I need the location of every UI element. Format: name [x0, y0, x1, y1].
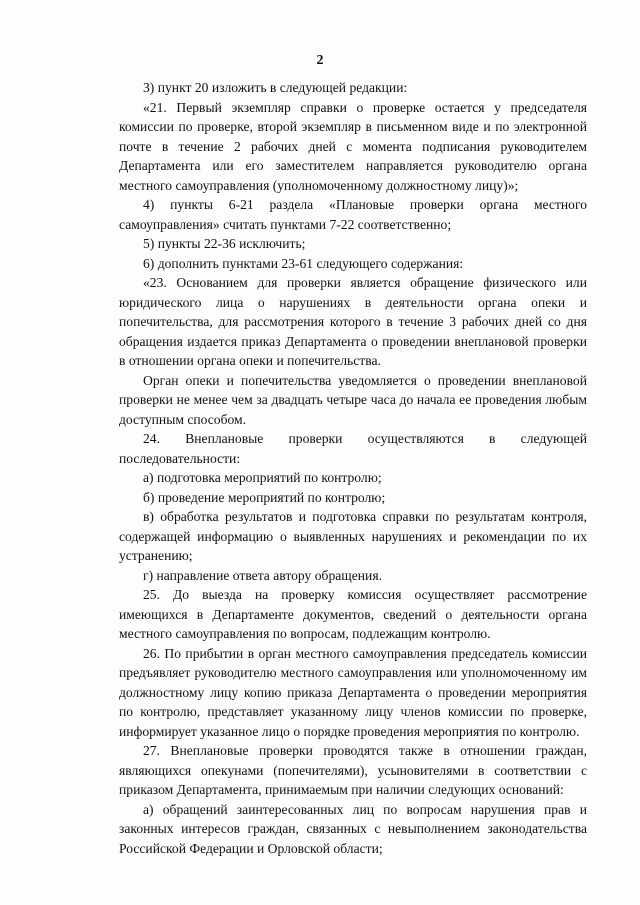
page-number: 2 [316, 53, 324, 68]
clause-23-notice: Орган опеки и попечительства уведомляется о проведении внеплановой проверки не менее чем за двадцать четыре часа до начала ее проведения любым доступным способом. [119, 372, 587, 427]
clause-25: 25. До выезда на проверку комиссия осуществляет рассмотрение имеющихся в Департаменте документов, сведений о деятельности органа местного самоуправления по вопросам, подлежащим контролю. [119, 587, 587, 641]
clause-27: 27. Внеплановые проверки проводятся также в отношении граждан, являющихся опекунами (попечителями), усыновителями в соответствии с приказом Департамента, принимаемым при наличии следующих оснований: [119, 743, 587, 797]
clause-24: 24. Внеплановые проверки осуществляются в следующей последовательности: [119, 431, 587, 466]
clause-26: 26. По прибытии в орган местного самоуправления председатель комиссии предъявляет руководителю местного самоуправления или уполномоченному им должностному лицу копию приказа Департамента о проведении мероприятия по контролю, представляет указанному лицу членов комиссии по проверке, информирует указанное лицо о порядке проведения мероприятия по контролю. [119, 645, 587, 739]
document-body [119, 78, 587, 858]
clause-23: «23. Основанием для проверки является обращение физического или юридического лица о нарушениях в деятельности органа опеки и попечительства, для рассмотрения которого в течение 3 рабочих дней со дня обращения издается приказ Департамента о проведении внеплановой проверки в отношении органа опеки и попечительства. [119, 275, 587, 368]
clause-24-item-a: а) подготовка мероприятий по контролю; [143, 470, 382, 485]
clause-24-item-v: в) обработка результатов и подготовка справки по результатам контроля, содержащей информацию о выявленных нарушениях и рекомендации по их устранению; [119, 509, 587, 563]
amendment-item-5: 5) пункты 22-36 исключить; [143, 236, 306, 251]
clause-21: «21. Первый экземпляр справки о проверке остается у председателя комиссии по проверке, второй экземпляр в письменном виде и по электронной почте в течение 2 рабочих дней с момента подписания руководителем Департамента или его заместителем направляется руководителю органа местного самоуправления (уполномоченному должностному лицу)»; [119, 99, 587, 193]
clause-24-item-g: г) направление ответа автору обращения. [143, 567, 382, 583]
amendment-item-3: 3) пункт 20 изложить в следующей редакции: [143, 80, 408, 95]
amendment-item-6: 6) дополнить пунктами 23-61 следующего содержания: [143, 255, 464, 271]
clause-27-item-a: а) обращений заинтересованных лиц по вопросам нарушения прав и законных интересов граждан, связанных с невыполнением законодательства Российской Федерации и Орловской области; [119, 801, 587, 856]
amendment-item-4: 4) пункты 6-21 раздела «Плановые проверки органа местного самоуправления» считать пунктами 7-22 соответственно; [119, 197, 587, 232]
clause-24-item-b: б) проведение мероприятий по контролю; [143, 489, 386, 505]
